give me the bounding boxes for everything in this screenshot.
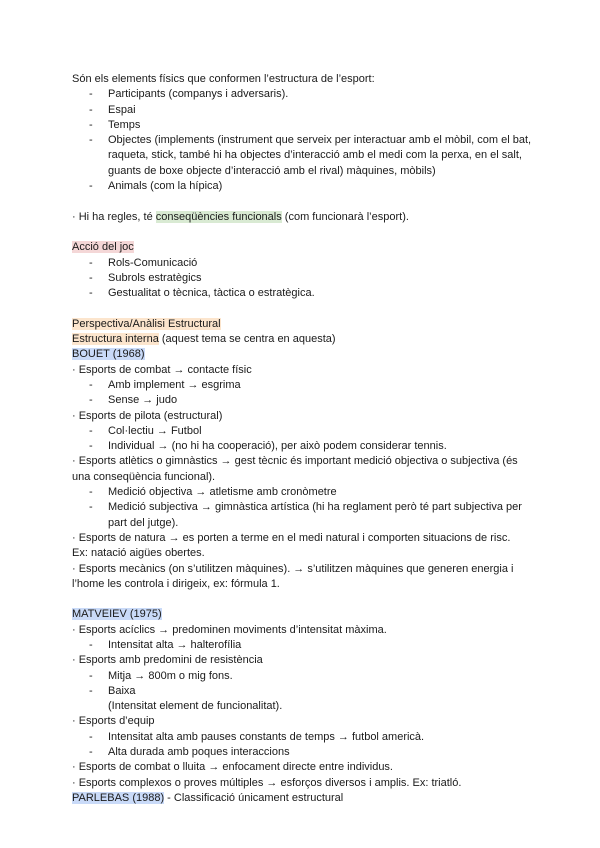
list-item: - Alta durada amb poques interaccions: [72, 745, 532, 760]
bouet-natura: · Esports de natura → es porten a terme en el medi natural i comporten situacions de risc.: [72, 531, 511, 544]
list-marker: -: [89, 118, 93, 131]
list-item: - Subrols estratègics: [72, 271, 532, 286]
list-marker: -: [89, 180, 93, 193]
list-marker: -: [89, 88, 93, 101]
list-marker: -: [89, 440, 93, 453]
list-marker: -: [89, 287, 93, 300]
list-item: - Intensitat alta → halterofília: [72, 638, 532, 653]
list-item: - Medició objectiva → atletisme amb cronòmetre: [72, 485, 532, 500]
list-marker: -: [89, 271, 93, 284]
list-marker: -: [89, 378, 93, 391]
list-marker: -: [89, 103, 93, 116]
list-item: - Objectes (implements (instrument que serveix per interactuar amb el mòbil, com el bat, raqueta, stick, també hi ha objectes d’interacció amb el medi com la perxa, en el salt, guants de boxe objecte d’interacció amb el rival) màquines, mòbils): [89, 134, 532, 177]
matveiev-complexos: · Esports complexos o proves múltiples → esforços diversos i amplis. Ex: triatló.: [72, 776, 462, 789]
matveiev-aciclics: · Esports acíclics → predominen moviments d’intensitat màxima.: [72, 623, 387, 636]
list-marker: -: [89, 669, 93, 682]
highlight-functional-consequences: conseqüències funcionals: [155, 210, 282, 223]
list-marker: -: [89, 256, 93, 269]
section-heading-parlebas: PARLEBAS (1988): [72, 791, 165, 804]
parlebas-line: PARLEBAS (1988) - Classificació únicament estructural: [72, 791, 344, 804]
list-marker: -: [89, 638, 93, 651]
bouet-atletics: · Esports atlètics o gimnàstics → gest tècnic és important medició objectiva o subjectiva (és una conseqüència funcional).: [72, 455, 518, 483]
matveiev-equip: · Esports d’equip: [72, 715, 155, 728]
list-marker: -: [89, 424, 93, 437]
list-marker: -: [89, 684, 93, 697]
section-heading-matveiev: MATVEIEV (1975): [72, 608, 162, 621]
list-item: - Baixa: [72, 684, 532, 699]
list-item: - Individual → (no hi ha cooperació), per això podem considerar tennis.: [72, 439, 532, 454]
matveiev-resistencia: · Esports amb predomini de resistència: [72, 654, 263, 667]
list-marker: -: [89, 730, 93, 743]
section-heading-bouet: BOUET (1968): [72, 348, 145, 361]
list-item-note: (Intensitat element de funcionalitat).: [108, 700, 283, 713]
list-item: - Intensitat alta amb pauses constants de temps → futbol americà.: [72, 730, 532, 745]
section-heading-perspectiva: Perspectiva/Anàlisi Estructural: [72, 317, 221, 330]
list-item: - Temps: [72, 118, 532, 133]
list-marker: -: [89, 486, 93, 499]
list-marker: -: [89, 746, 93, 759]
list-marker: -: [89, 501, 93, 514]
list-item: - Amb implement → esgrima: [72, 378, 532, 393]
bouet-mecanics: · Esports mecànics (on s’utilitzen màquines). → s’utilitzen màquines que generen energia i l’home les controla i dirigeix, ex: fórmula 1.: [72, 562, 514, 590]
list-item: - Animals (com la hípica): [72, 179, 532, 194]
list-marker: -: [89, 394, 93, 407]
list-marker: -: [89, 134, 93, 147]
list-item: - Rols-Comunicació: [72, 256, 532, 271]
document-page: [72, 72, 532, 806]
list-item: - Medició subjectiva → gimnàstica artística (hi ha reglament però té part subjectiva per part del jutge).: [89, 501, 522, 529]
accio-list: [72, 256, 532, 302]
estructura-interna-line: Estructura interna (aquest tema se centra en aquesta): [72, 333, 336, 346]
matveiev-lluita: · Esports de combat o lluita → enfocament directe entre individus.: [72, 761, 393, 774]
list-item: - Mitja → 800m o mig fons.: [72, 669, 532, 684]
intro-list: [72, 87, 532, 194]
bouet-natura-example: Ex: natació aigües obertes.: [72, 547, 205, 560]
bouet-pilota: · Esports de pilota (estructural): [72, 409, 223, 422]
list-item: - Espai: [72, 103, 532, 118]
list-item: - Sense → judo: [72, 393, 532, 408]
section-heading-accio: Acció del joc: [72, 241, 134, 254]
list-item: - Gestualitat o tècnica, tàctica o estratègica.: [72, 286, 532, 301]
intro-text: Són els elements físics que conformen l’estructura de l’esport:: [72, 73, 375, 85]
list-item: - Participants (companys i adversaris).: [72, 87, 532, 102]
bouet-combat: · Esports de combat → contacte físic: [72, 363, 252, 376]
rules-line: · Hi ha regles, té conseqüències funcionals (com funcionarà l’esport).: [72, 210, 409, 223]
list-item: - Col·lectiu → Futbol: [72, 424, 532, 439]
